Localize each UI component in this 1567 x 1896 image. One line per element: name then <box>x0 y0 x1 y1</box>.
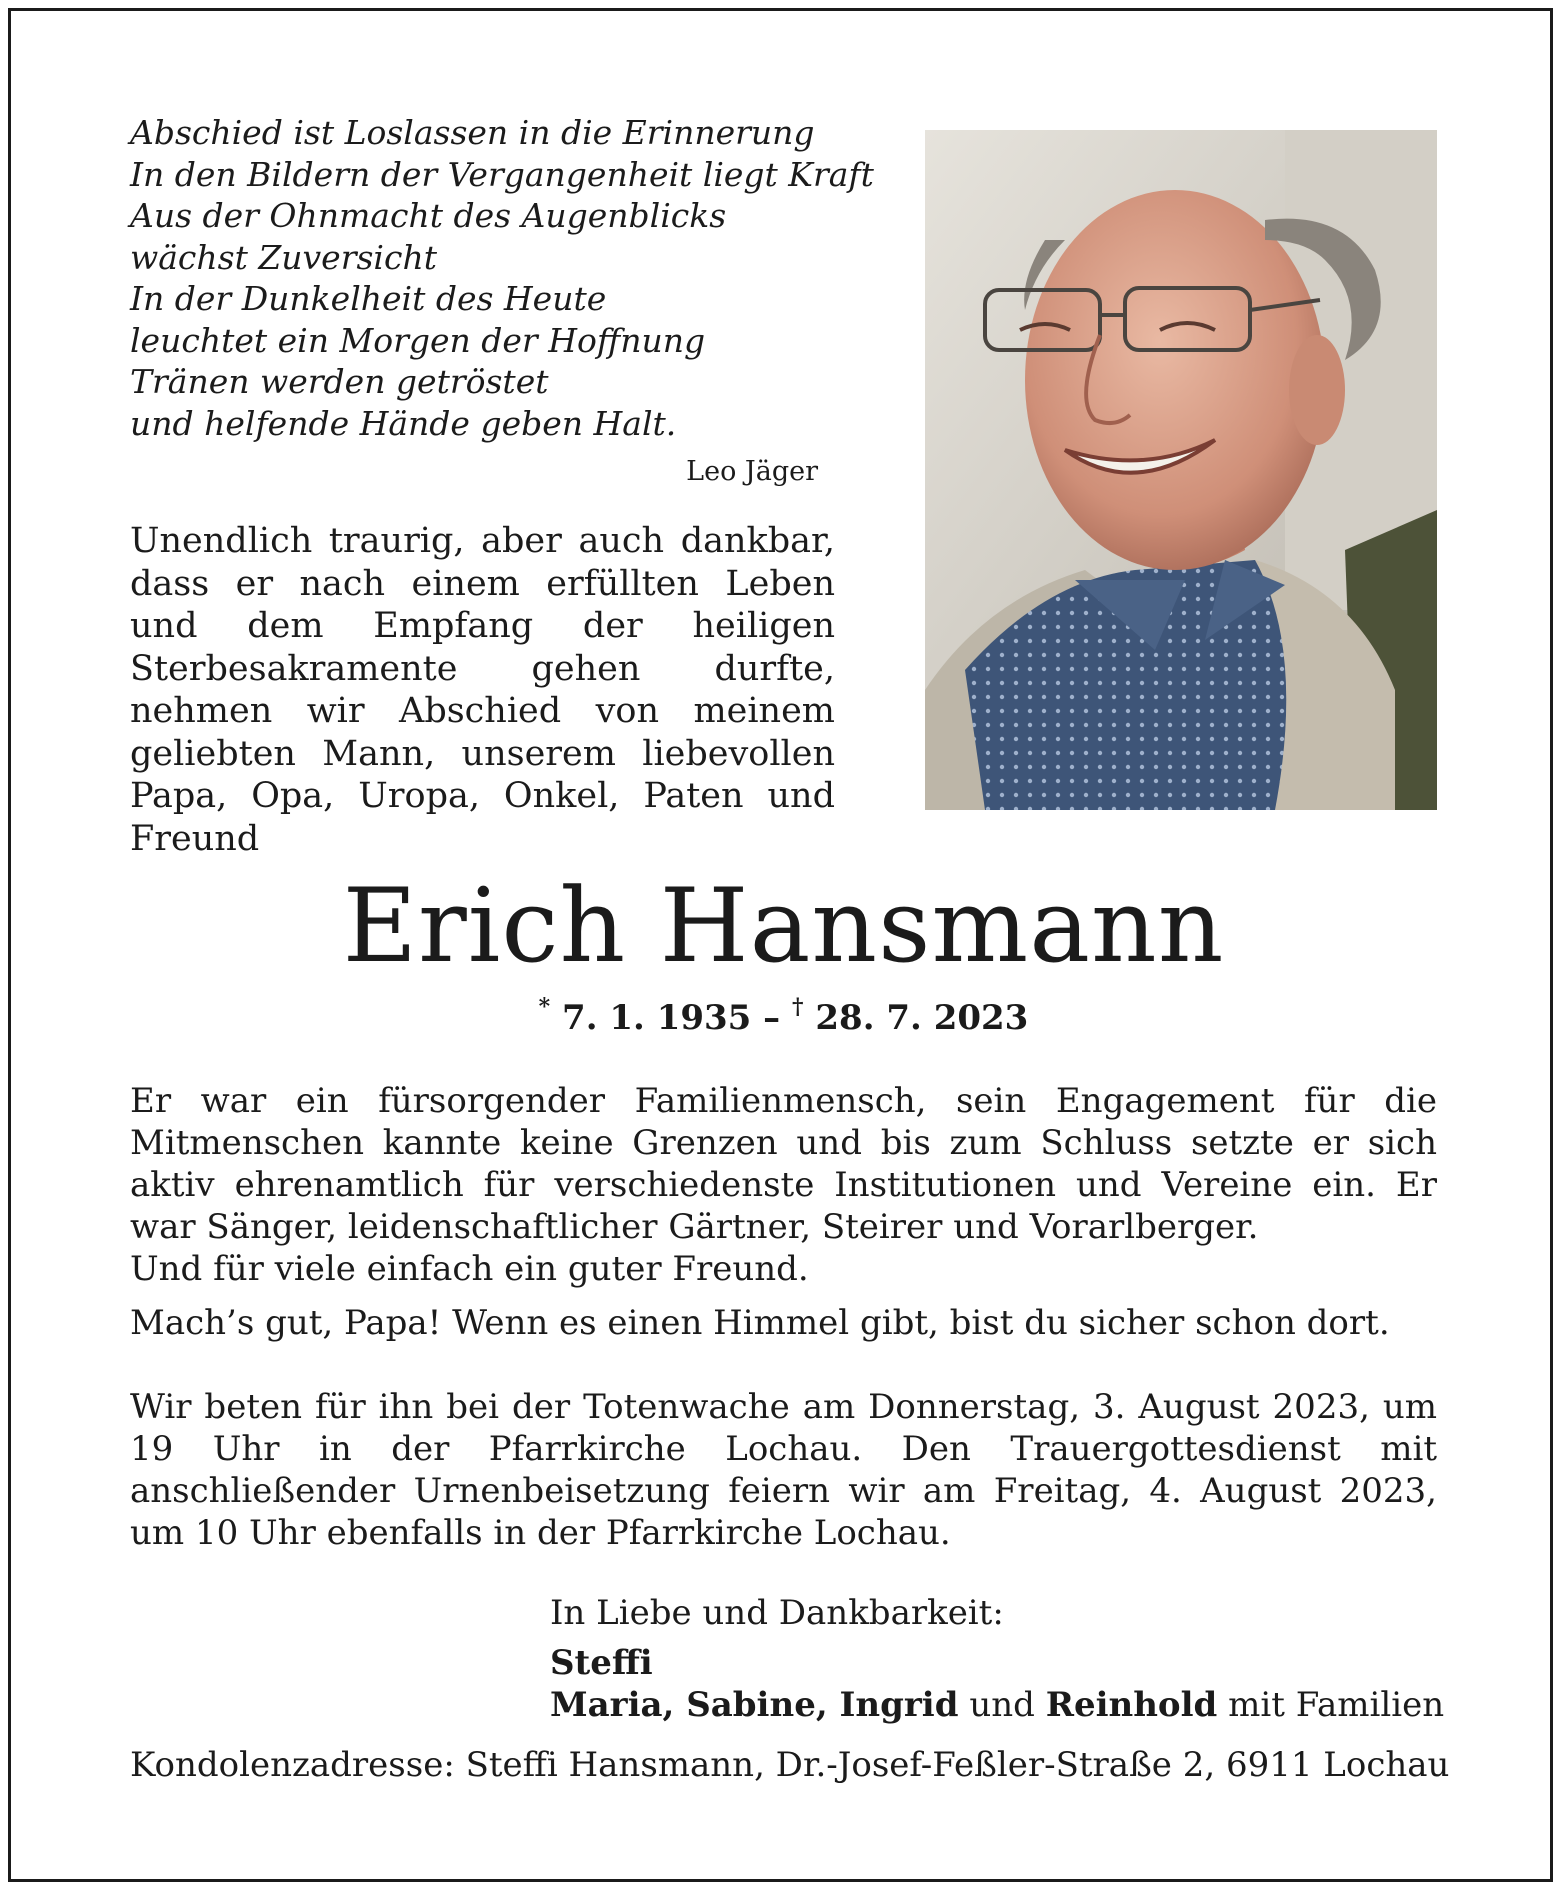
date-separator: – <box>763 998 781 1038</box>
death-date: 28. 7. 2023 <box>815 998 1029 1038</box>
birth-symbol: * <box>538 994 551 1020</box>
poem-line: In den Bildern der Vergangenheit liegt Kraft <box>130 154 874 194</box>
condolence-address: Kondolenzadresse: Steffi Hansmann, Dr.-Josef-Feßler-Straße 2, 6911 Lochau <box>130 1745 1450 1785</box>
poem-line: Tränen werden getröstet <box>130 362 549 401</box>
signature-and: und <box>969 1685 1035 1725</box>
signature-suffix: mit Familien <box>1228 1685 1445 1725</box>
tribute-text: Er war ein fürsorgender Familienmensch, sein Engagement für die Mitmenschen kannte keine Grenzen und bis zum Schluss setzte er sich aktiv ehrenamtlich für verschiedenste Institutionen und Vereine ein. Er war Sänger, leidenschaftlicher Gärtner, Steirer und Vorarlberger. <box>130 1081 1437 1247</box>
poem-line: Aus der Ohnmacht des Augenblicks <box>130 196 727 235</box>
signature-block <box>550 1592 1445 1726</box>
farewell-line: Mach’s gut, Papa! Wenn es einen Himmel gibt, bist du sicher schon dort. <box>130 1303 1390 1343</box>
poem-line: leuchtet ein Morgen der Hoffnung <box>130 320 706 360</box>
poem-author: Leo Jäger <box>686 456 818 487</box>
intro-text: Unendlich traurig, aber auch dankbar, dass er nach einem erfüllten Leben und dem Empfang der heiligen Sterbesakramente gehen durfte, nehmen wir Abschied von meinem geliebten Mann, unserem liebevollen Papa, Opa, Uropa, Onkel, Paten und Freund <box>130 521 835 859</box>
service-details: Wir beten für ihn bei der Totenwache am Donnerstag, 3. August 2023, um 19 Uhr in der Pfarrkirche Lochau. Den Trauergottesdienst mit anschließender Urnenbeisetzung feiern wir am Freitag, 4. August 2023, um 10 Uhr ebenfalls in der Pfarrkirche Lochau. <box>130 1387 1437 1553</box>
portrait-photo <box>925 130 1437 810</box>
poem-line: Abschied ist Loslassen in die Erinnerung <box>130 113 815 152</box>
signature-children: Maria, Sabine, Ingrid <box>550 1685 959 1725</box>
poem <box>130 112 874 444</box>
signature-first-name: Steffi <box>550 1643 653 1683</box>
death-symbol: † <box>792 994 804 1020</box>
signature-son: Reinhold <box>1045 1685 1218 1725</box>
birth-date: 7. 1. 1935 <box>562 998 752 1038</box>
portrait-illustration <box>925 130 1437 810</box>
tribute-paragraph <box>130 1080 1437 1290</box>
tribute-closing-line: Und für viele einfach ein guter Freund. <box>130 1249 809 1289</box>
signature-family-line <box>550 1684 1445 1726</box>
signature-greeting: In Liebe und Dankbarkeit: <box>550 1593 1004 1633</box>
poem-line: wächst Zuversicht <box>130 237 437 277</box>
poem-line: und helfende Hände geben Halt. <box>130 403 677 443</box>
deceased-name: Erich Hansmann <box>342 867 1225 986</box>
life-dates <box>0 994 1567 1038</box>
poem-line: In der Dunkelheit des Heute <box>130 279 607 318</box>
